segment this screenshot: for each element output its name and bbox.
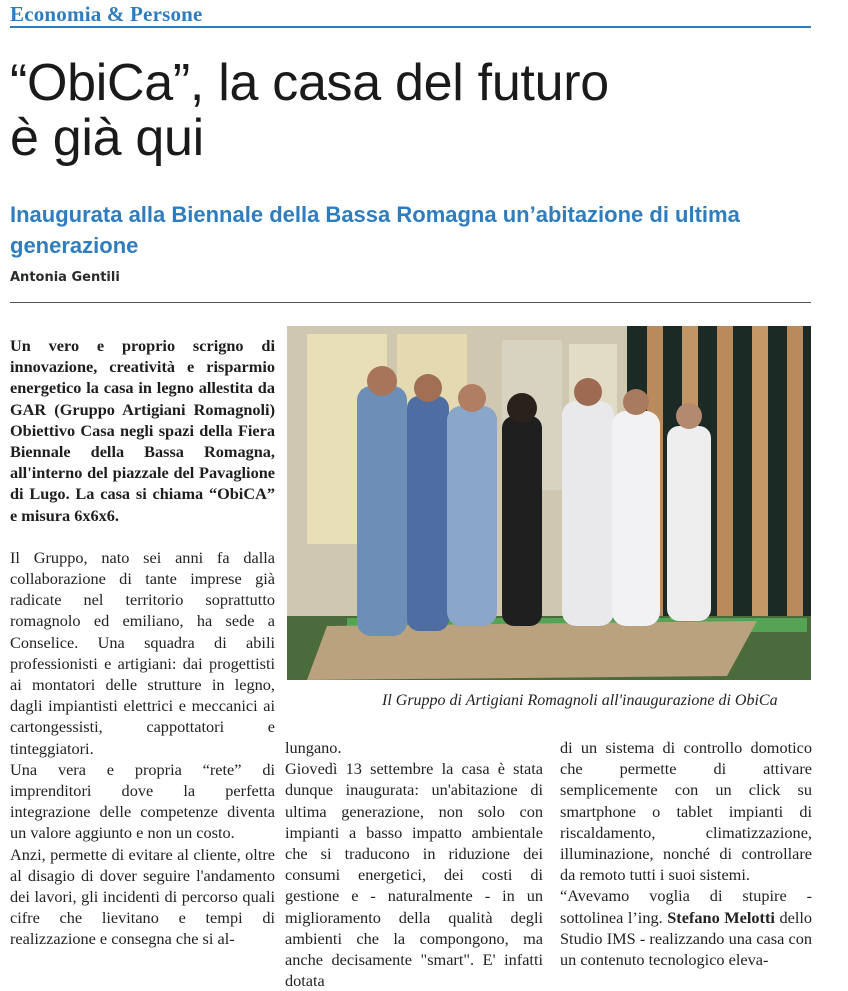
body-paragraph: di un sistema di controllo domotico che permette di attivare semplicemente con un click su smartphone o tablet impianti di riscaldamento, climatizzazione, illuminazione, nonché di controllare da remoto tutti i suoi sistemi. [560, 738, 812, 885]
author-byline: Antonia Gentili [10, 270, 120, 285]
article-column-1 [10, 335, 275, 950]
lead-paragraph: Un vero e proprio scrigno di innovazione, creatività e risparmio energetico la casa in legno allestita da GAR (Gruppo Artigiani Romagnoli) Obiettivo Casa negli spazi della Fiera Biennale della Bassa Romagna, all'interno del piazzale del Pavaglione di Lugo. La casa si chiama “ObiCA” e misura 6x6x6. [10, 336, 275, 525]
person-name: Stefano Melotti [667, 907, 775, 927]
body-paragraph: Una vera e propria “rete” di imprenditori dove la perfetta integrazione delle competenze diventa un valore aggiunto e non un costo. [10, 759, 275, 843]
headline-line-2: è già qui [10, 109, 204, 167]
headline-line-1: “ObiCa”, la casa del futuro [10, 54, 609, 112]
section-label: Economia & Persone [10, 2, 203, 26]
group-photo [287, 326, 811, 680]
section-divider [10, 302, 811, 303]
quote-text-end: dello Studio IMS - realizzando una casa con un contenuto tecnologico eleva- [560, 907, 813, 970]
quote-text-start: “Avevamo voglia di stupire - sottolinea l’ing. [560, 886, 812, 927]
body-paragraph: Il Gruppo, nato sei anni fa dalla collaborazione di tante imprese già radicate nel territorio soprattutto romagnolo ed emiliano, ha sede a Conselice. Una squadra di abili professionisti e artigiani: dai progettisti ai montatori delle strutture in legno, dagli impiantisti elettrici e meccanici ai cartongessisti, cappottatori e tinteggiatori. [10, 547, 275, 758]
body-paragraph: lungano. [285, 738, 342, 757]
article-headline [10, 56, 810, 166]
article-column-3 [560, 737, 812, 970]
article-subtitle: Inaugurata alla Biennale della Bassa Romagna un’abitazione di ultima generazione [10, 202, 740, 258]
body-paragraph: Anzi, permette di evitare al cliente, oltre al disagio di dover seguire l'andamento dei lavori, gli incidenti di percorso quali cifre che lievitano e tempi di realizzazione e consegna che si al- [10, 844, 275, 949]
group-photo-illustration [287, 326, 811, 680]
photo-caption: Il Gruppo di Artigiani Romagnoli all'inaugurazione di ObiCa [382, 692, 778, 709]
article-column-2 [285, 737, 543, 991]
header-rule [10, 26, 811, 28]
body-paragraph: Giovedì 13 settembre la casa è stata dunque inaugurata: un'abitazione di ultima generazione, non solo con impianti a basso impatto ambientale che si traducono in riduzione dei consumi energetici, dei costi di gestione e - naturalmente - in un miglioramento della qualità degli ambienti che la compongono, ma anche decisamente "smart". E' infatti dotata [285, 759, 543, 991]
body-paragraph-quote [560, 885, 812, 970]
